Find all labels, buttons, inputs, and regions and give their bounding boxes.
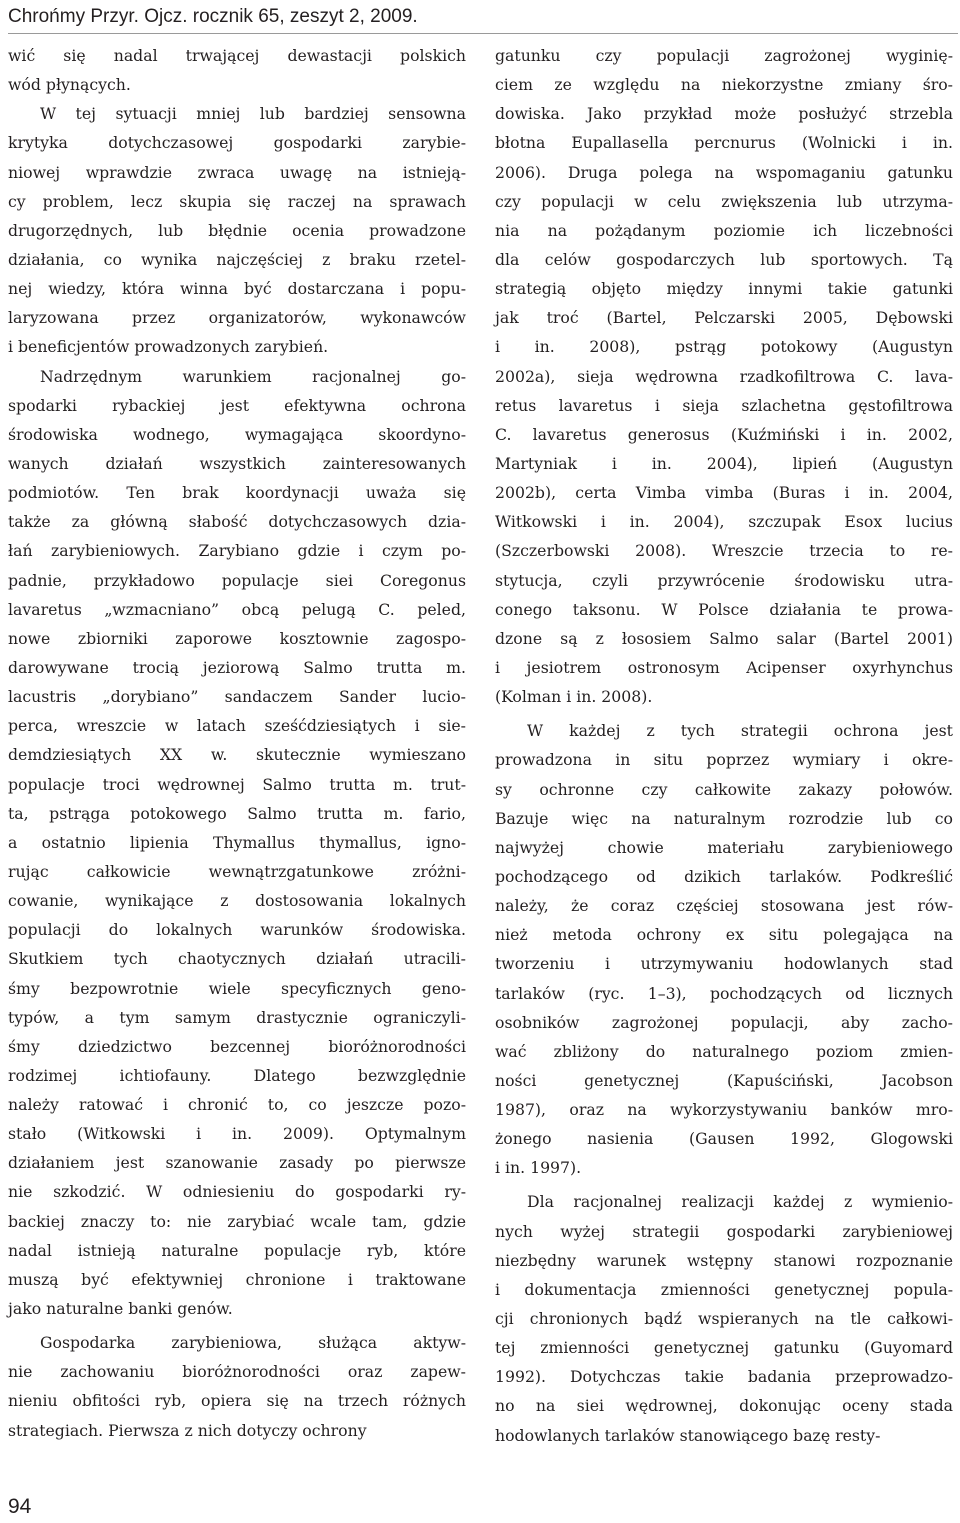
- text-line: nych wyżej strategii gospodarki zarybieniowej: [495, 1221, 953, 1241]
- text-line: pochodzącego od dzikich tarlaków. Podkreślić: [495, 866, 953, 886]
- text-line: jako naturalne banki genów.: [8, 1299, 233, 1319]
- text-line: nie szkodzić. W odniesieniu do gospodarki ry-: [8, 1182, 466, 1202]
- text-line: W każdej z tych strategii ochrona jest: [527, 721, 953, 741]
- text-line: śmy bezpowrotnie wiele specyficznych geno-: [8, 978, 466, 998]
- text-line: ności genetycznej (Kapuściński, Jacobson: [495, 1070, 953, 1090]
- text-line: W tej sytuacji mniej lub bardziej sensowna: [40, 104, 466, 124]
- text-line: C. lavaretus generosus (Kuźmiński i in. 2002,: [495, 424, 953, 444]
- text-line: spodarki rybackiej jest efektywna ochrona: [8, 395, 466, 415]
- text-line: typów, a tym samym drastycznie ograniczyli-: [8, 1007, 466, 1027]
- text-line: błotna Eupallasella percnurus (Wolnicki i in.: [495, 133, 953, 153]
- text-line: no na siei wędrownej, dokonując oceny stada: [495, 1396, 953, 1416]
- text-line: nowe zbiorniki zaporowe kosztownie zagospo-: [8, 628, 466, 648]
- text-line: Nadrzędnym warunkiem racjonalnej go-: [40, 366, 466, 386]
- text-line: wanych działań wszystkich zainteresowanych: [8, 453, 466, 473]
- text-line: łań zarybieniowych. Zarybiano gdzie i czym po-: [8, 541, 466, 561]
- text-line: działania, co wynika najczęściej z braku rzetel-: [8, 249, 466, 269]
- text-line: najwyżej chowie materiału zarybieniowego: [495, 837, 953, 857]
- text-line: strategią objęto między innymi takie gatunki: [495, 279, 953, 299]
- text-line: stało (Witkowski i in. 2009). Optymalnym: [8, 1124, 466, 1144]
- text-line: podmiotów. Ten brak koordynacji uważa się: [8, 483, 466, 503]
- text-line: 1987), oraz na wykorzystywaniu banków mro-: [495, 1100, 953, 1120]
- text-line: należy, że coraz częściej stosowana jest rów-: [495, 896, 953, 916]
- text-line: niezbędny warunek wstępny stanowi rozpoznanie: [495, 1250, 953, 1270]
- text-line: nadal istnieją naturalne populacje ryb, które: [8, 1240, 466, 1260]
- text-line: cy problem, lecz skupia się raczej na sprawach: [8, 191, 466, 211]
- text-line: także za główną słabość dotychczasowych dzia-: [8, 512, 466, 532]
- text-line: i dokumentacja zmienności genetycznej popula-: [495, 1279, 953, 1299]
- text-line: niowej wprawdzie zwraca uwagę na istnieją-: [8, 162, 466, 182]
- text-line: wód płynących.: [8, 75, 131, 95]
- text-line: lacustris „dorybiano” sandaczem Sander lucio-: [8, 687, 466, 707]
- text-line: nie zachowaniu bioróżnorodności oraz zapew-: [8, 1362, 466, 1382]
- text-line: 2002b), certa Vimba vimba (Buras i in. 2004,: [495, 483, 953, 503]
- text-line: czy populacji w celu zwiększenia lub utrzyma-: [495, 191, 953, 211]
- text-line: 2006). Druga polega na wspomaganiu gatunku: [495, 162, 953, 182]
- text-line: działaniem jest szanowanie zasady po pierwsze: [8, 1153, 466, 1173]
- text-line: dzone są z łososiem Salmo salar (Bartel 2001): [495, 628, 953, 648]
- text-line: żonego nasienia (Gausen 1992, Glogowski: [495, 1129, 953, 1149]
- text-line: (Kolman i in. 2008).: [495, 687, 653, 707]
- text-line: perca, wreszcie w latach sześćdziesiątych i sie-: [8, 716, 466, 736]
- text-line: (Szczerbowski 2008). Wreszcie trzecia to re-: [495, 541, 953, 561]
- text-line: muszą być efektywniej chronione i traktowane: [8, 1269, 466, 1289]
- text-line: wić się nadal trwającej dewastacji polskich: [8, 46, 466, 65]
- text-line: populacje troci wędrownej Salmo trutta m. trut-: [8, 774, 466, 794]
- text-line: nieniu obfitości ryb, opiera się na trzech różnych: [8, 1391, 466, 1411]
- journal-header: Chrońmy Przyr. Ojcz. rocznik 65, zeszyt 2, 2009.: [8, 6, 418, 27]
- page-number: 94: [8, 1495, 32, 1518]
- header-divider: [8, 33, 958, 34]
- right-column: [495, 41, 953, 1450]
- text-line: nej wiedzy, która winna być dostarczana i popu-: [8, 279, 466, 299]
- text-line: i in. 1997).: [495, 1158, 582, 1178]
- text-line: strategiach. Pierwsza z nich dotyczy ochrony: [8, 1420, 367, 1440]
- text-line: Gospodarka zarybieniowa, służąca aktyw-: [40, 1333, 466, 1353]
- text-line: Dla racjonalnej realizacji każdej z wymienio-: [527, 1192, 953, 1212]
- text-line: nia na pożądanym poziomie ich liczebności: [495, 220, 953, 240]
- text-line: a ostatnio lipienia Thymallus thymallus, igno-: [8, 832, 466, 852]
- text-line: Skutkiem tych chaotycznych działań utracili-: [8, 949, 466, 969]
- text-line: rując całkowicie wewnątrzgatunkowe zróżni-: [8, 861, 466, 881]
- text-line: należy ratować i chronić to, co jeszcze pozo-: [8, 1095, 466, 1115]
- text-line: laryzowana przez organizatorów, wykonawców: [8, 308, 466, 328]
- text-line: dla celów gospodarczych lub sportowych. Tą: [495, 249, 953, 269]
- text-line: gatunku czy populacji zagrożonej wyginię-: [495, 46, 953, 65]
- text-line: 1992). Dotychczas takie badania przeprowadzo-: [495, 1367, 953, 1387]
- text-line: tworzeniu i utrzymywaniu hodowlanych stad: [495, 954, 953, 974]
- text-line: cowanie, wynikające z dostosowania lokalnych: [8, 891, 466, 911]
- text-line: padnie, przykładowo populacje siei Coregonus: [8, 570, 466, 590]
- text-line: Bazuje więc na naturalnym rozrodzie lub co: [495, 808, 953, 828]
- text-line: hodowlanych tarlaków stanowiącego bazę resty-: [495, 1425, 881, 1445]
- text-line: środowiska wodnego, wymagająca skoordyno-: [8, 424, 466, 444]
- text-line: i beneficjentów prowadzonych zarybień.: [8, 337, 329, 357]
- text-line: ciem ze względu na niekorzystne zmiany śro-: [495, 75, 953, 95]
- text-line: Witkowski i in. 2004), szczupak Esox lucius: [495, 512, 953, 532]
- text-line: retus lavaretus i sieja szlachetna gęstofiltrowa: [495, 395, 953, 415]
- text-line: sy ochronne czy całkowite zakazy połowów.: [495, 779, 953, 799]
- text-line: backiej znaczy to: nie zarybiać wcale tam, gdzie: [8, 1211, 466, 1231]
- text-line: prowadzona in situ poprzez wymiary i okre-: [495, 750, 953, 770]
- text-line: tej zmienności genetycznej gatunku (Guyomard: [495, 1338, 953, 1358]
- text-line: ta, pstrąga potokowego Salmo trutta m. fario,: [8, 803, 466, 823]
- text-line: lavaretus „wzmacniano” obcą pelugą C. peled,: [8, 599, 466, 619]
- text-line: 2002a), sieja wędrowna rzadkofiltrowa C. lava-: [495, 366, 953, 386]
- text-line: wać zbliżony do naturalnego poziom zmien-: [495, 1041, 953, 1061]
- text-line: stytucja, czyli przywrócenie środowisku utra-: [495, 570, 953, 590]
- text-line: populacji do lokalnych warunków środowiska.: [8, 920, 466, 940]
- left-column: [8, 41, 466, 1445]
- text-line: dowiska. Jako przykład może posłużyć strzebla: [495, 104, 953, 124]
- text-line: śmy dziedzictwo bezcennej bioróżnorodności: [8, 1036, 466, 1056]
- text-line: darowywane trocią jeziorową Salmo trutta m.: [8, 657, 466, 677]
- text-line: demdziesiątych XX w. skutecznie wymieszano: [8, 745, 466, 765]
- text-line: tarlaków (ryc. 1–3), pochodzących od licznych: [495, 983, 953, 1003]
- text-line: jak troć (Bartel, Pelczarski 2005, Dębowski: [495, 308, 953, 328]
- text-line: i jesiotrem ostronosym Acipenser oxyrhynchus: [495, 657, 953, 677]
- text-line: conego taksonu. W Polsce działania te prowa-: [495, 599, 953, 619]
- text-line: osobników zagrożonej populacji, aby zacho-: [495, 1012, 953, 1032]
- text-line: krytyka dotychczasowej gospodarki zarybie-: [8, 133, 466, 153]
- text-line: drugorzędnych, lub błędnie ocenia prowadzone: [8, 220, 466, 240]
- text-line: nież metoda ochrony ex situ polegająca na: [495, 925, 953, 945]
- text-line: cji chronionych bądź wspieranych na tle całkowi-: [495, 1309, 953, 1329]
- text-line: i in. 2008), pstrąg potokowy (Augustyn: [495, 337, 953, 357]
- text-line: Martyniak i in. 2004), lipień (Augustyn: [495, 453, 953, 473]
- text-line: rodzimej ichtiofauny. Dlatego bezwzględnie: [8, 1065, 466, 1085]
